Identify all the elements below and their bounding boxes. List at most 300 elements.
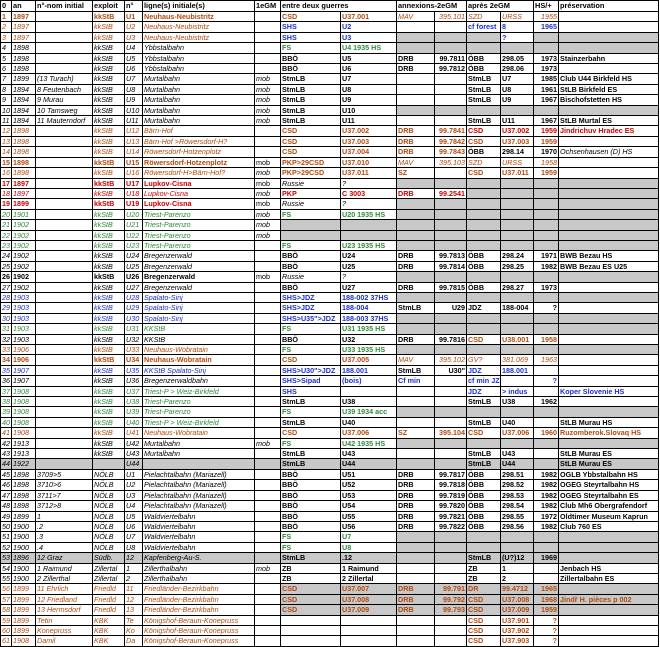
cell-interwar-owner: StmLB <box>281 95 341 105</box>
cell-postwar-owner <box>467 438 501 448</box>
cell-year: 1901 <box>12 209 36 219</box>
header-annexations: annexions-2eGM <box>397 1 467 12</box>
cell-year: 1907 <box>12 376 36 386</box>
cell-interwar-number: U37.010 <box>341 157 397 167</box>
cell-year: 1897 <box>12 188 36 198</box>
cell-annexation-number <box>435 386 467 396</box>
table-row <box>1 407 659 417</box>
cell-annexation-number: 99.7822 <box>435 521 467 531</box>
cell-operator: kkStB <box>93 116 125 126</box>
cell-initial-name <box>36 220 93 230</box>
cell-postwar-number <box>501 407 534 417</box>
cell-year: 1898 <box>12 126 36 136</box>
cell-postwar-number: U37.903 <box>501 636 534 646</box>
cell-hs-year <box>534 209 559 219</box>
cell-annexation-number: 99.7820 <box>435 501 467 511</box>
cell-operator: Friedld <box>93 605 125 615</box>
cell-annexation-number <box>435 74 467 84</box>
cell-interwar-number: U42 1935 HS <box>341 438 397 448</box>
cell-loco-number: 2 <box>125 573 143 583</box>
cell-initial-line: Lupkov-Cisna <box>143 178 255 188</box>
cell-hs-year: 1959 <box>534 136 559 146</box>
cell-row-index: 30 <box>2 313 10 323</box>
cell-operator: kkStB <box>93 157 125 167</box>
cell-annexation-number: 99.7816 <box>435 334 467 344</box>
cell-operator: kkStB <box>93 84 125 94</box>
cell-postwar-number: U37.009 <box>501 605 534 615</box>
cell-ww1-status <box>255 615 281 625</box>
cell-postwar-owner: CSD <box>467 428 501 438</box>
cell-annexation-owner <box>397 95 435 105</box>
cell-interwar-number <box>341 625 397 635</box>
cell-initial-line: Königshof-Beraun-Konepruss <box>143 615 255 625</box>
cell-operator: kkStB <box>93 261 125 271</box>
cell-preservation <box>559 168 659 178</box>
cell-ww1-status: mob <box>255 438 281 448</box>
table-row <box>1 469 659 479</box>
cell-loco-number: 1 <box>125 563 143 573</box>
cell-operator: NÖLB <box>93 532 125 542</box>
cell-interwar-number: U37.007 <box>341 584 397 594</box>
cell-loco-number: U43 <box>125 449 143 459</box>
cell-postwar-number: U37.011 <box>501 168 534 178</box>
cell-hs-year: 1958 <box>534 334 559 344</box>
cell-annexation-owner <box>397 43 435 53</box>
cell-initial-name <box>36 12 93 22</box>
cell-loco-number: U44 <box>125 459 143 469</box>
cell-interwar-number: U54 <box>341 501 397 511</box>
cell-ww1-status <box>255 22 281 32</box>
cell-interwar-number: 1 Raimund <box>341 563 397 573</box>
cell-postwar-owner <box>467 292 501 302</box>
cell-hs-year: 1967 <box>534 95 559 105</box>
cell-row-index: 14 <box>2 147 10 157</box>
cell-ww1-status: mob <box>255 74 281 84</box>
cell-postwar-owner: ÖBB <box>467 261 501 271</box>
cell-row-index: 61 <box>2 636 10 646</box>
cell-hs-year <box>534 459 559 469</box>
cell-interwar-number: U8 <box>341 542 397 552</box>
cell-interwar-number: U24 <box>341 251 397 261</box>
cell-postwar-owner: CSD <box>467 126 501 136</box>
cell-preservation <box>559 178 659 188</box>
cell-row-index: 34 <box>2 355 10 365</box>
cell-preservation <box>559 12 659 22</box>
cell-hs-year <box>534 449 559 459</box>
cell-initial-name <box>36 199 93 209</box>
cell-row-index: 39 <box>2 407 10 417</box>
cell-interwar-number: U39 1934 acc <box>341 407 397 417</box>
cell-preservation <box>559 157 659 167</box>
cell-operator: kkStB <box>93 417 125 427</box>
cell-postwar-number <box>501 43 534 53</box>
cell-annexation-owner: DRB <box>397 490 435 500</box>
cell-operator: kkStB <box>93 230 125 240</box>
cell-postwar-number: 188-004 <box>501 303 534 313</box>
cell-annexation-number <box>435 345 467 355</box>
cell-annexation-owner <box>397 240 435 250</box>
cell-ww1-status <box>255 469 281 479</box>
cell-hs-year: 1982 <box>534 521 559 531</box>
cell-preservation: Jindrichuv Hradec ES <box>559 126 659 136</box>
cell-row-index: 20 <box>2 209 10 219</box>
cell-initial-name <box>36 209 93 219</box>
cell-postwar-number: 298.25 <box>501 261 534 271</box>
cell-operator: kkStB <box>93 220 125 230</box>
cell-preservation: StLB Murau ES <box>559 459 659 469</box>
cell-year: 1896 <box>12 553 36 563</box>
cell-row-index: 58 <box>2 605 10 615</box>
cell-operator: kkStB <box>93 126 125 136</box>
cell-postwar-number: 99.4712 <box>501 584 534 594</box>
cell-initial-name: 12 Graz <box>36 553 93 563</box>
cell-postwar-number <box>501 220 534 230</box>
cell-hs-year <box>534 230 559 240</box>
cell-hs-year: 1961 <box>534 84 559 94</box>
cell-operator: kkStB <box>93 303 125 313</box>
cell-annexation-owner <box>397 220 435 230</box>
cell-preservation: Ochsenhausen (D) HS <box>559 147 659 157</box>
cell-year: 1908 <box>12 397 36 407</box>
cell-postwar-number <box>501 199 534 209</box>
cell-postwar-owner: CSD <box>467 615 501 625</box>
cell-postwar-number <box>501 313 534 323</box>
cell-postwar-owner: CSD <box>467 136 501 146</box>
cell-ww1-status <box>255 553 281 563</box>
table-row <box>1 126 659 136</box>
cell-hs-year: 1955 <box>534 12 559 22</box>
cell-hs-year: 1970 <box>534 147 559 157</box>
header-initial-name: n°-nom initial <box>36 1 93 12</box>
cell-year: 1898 <box>12 501 36 511</box>
cell-initial-line: Triest-Parenzo <box>143 240 255 250</box>
cell-preservation <box>559 532 659 542</box>
cell-loco-number: U13 <box>125 136 143 146</box>
cell-preservation: Bischofstetten HS <box>559 95 659 105</box>
cell-postwar-owner: ZB <box>467 573 501 583</box>
table-row <box>1 292 659 302</box>
cell-interwar-owner: StmLB <box>281 105 341 115</box>
cell-interwar-owner: StmLB <box>281 84 341 94</box>
cell-interwar-number: U31 1935 HS <box>341 324 397 334</box>
cell-initial-line <box>143 459 255 469</box>
cell-annexation-owner: DRB <box>397 126 435 136</box>
cell-interwar-owner: SHS>U30">JDZ <box>281 365 341 375</box>
cell-ww1-status <box>255 365 281 375</box>
table-row <box>1 136 659 146</box>
cell-row-index: 24 <box>2 251 10 261</box>
cell-interwar-number: ? <box>341 199 397 209</box>
cell-operator: kkStB <box>93 334 125 344</box>
cell-operator: kkStB <box>93 376 125 386</box>
cell-row-index: 41 <box>2 428 10 438</box>
cell-year: 1908 <box>12 386 36 396</box>
cell-annexation-number: 99.7817 <box>435 469 467 479</box>
cell-postwar-number: U38 <box>501 397 534 407</box>
cell-initial-name <box>36 230 93 240</box>
cell-initial-name <box>36 22 93 32</box>
cell-interwar-number: 188.001 <box>341 365 397 375</box>
cell-row-index: 23 <box>2 240 10 250</box>
cell-interwar-number: U44 <box>341 459 397 469</box>
cell-row-index: 45 <box>2 469 10 479</box>
cell-ww1-status <box>255 386 281 396</box>
cell-row-index: 5 <box>1 53 12 63</box>
cell-annexation-number <box>435 563 467 573</box>
cell-annexation-number <box>435 636 467 646</box>
cell-initial-line: Zillerthalbahn <box>143 563 255 573</box>
cell-year: 1894 <box>12 95 36 105</box>
header-row <box>1 1 659 12</box>
cell-postwar-owner: ÖBB <box>467 147 501 157</box>
cell-ww1-status <box>255 480 281 490</box>
cell-row-index: 32 <box>2 334 10 344</box>
cell-loco-number: U42 <box>125 438 143 448</box>
cell-postwar-owner <box>467 542 501 552</box>
table-row <box>1 345 659 355</box>
cell-loco-number: Ko <box>125 625 143 635</box>
cell-annexation-number <box>435 116 467 126</box>
cell-postwar-owner <box>467 32 501 42</box>
cell-preservation <box>559 584 659 594</box>
cell-initial-name: Tetin <box>36 615 93 625</box>
cell-loco-number: U3 <box>125 32 143 42</box>
cell-loco-number: 12 <box>125 553 143 563</box>
cell-initial-line: Röwersdorf-H>Bärn-Hof? <box>143 168 255 178</box>
cell-ww1-status <box>255 303 281 313</box>
cell-operator: kkStB <box>93 428 125 438</box>
cell-operator: kkStB <box>93 64 125 74</box>
cell-postwar-owner: JDZ <box>467 365 501 375</box>
cell-loco-number: U4 <box>125 501 143 511</box>
cell-year: 1902 <box>12 282 36 292</box>
cell-annexation-number <box>435 240 467 250</box>
cell-loco-number: U38 <box>125 397 143 407</box>
cell-ww1-status <box>255 292 281 302</box>
cell-interwar-number: U37.001 <box>341 12 397 22</box>
cell-initial-line: Königshof-Beraun-Konepruss <box>143 636 255 646</box>
cell-initial-name <box>36 324 93 334</box>
cell-operator: kkStB <box>93 365 125 375</box>
cell-annexation-owner <box>397 324 435 334</box>
cell-operator: kkStB <box>93 438 125 448</box>
cell-hs-year: 1959 <box>534 168 559 178</box>
cell-initial-name <box>36 157 93 167</box>
cell-postwar-number: U44 <box>501 459 534 469</box>
cell-initial-name: 8 Feutenbach <box>36 84 93 94</box>
cell-interwar-number: U56 <box>341 521 397 531</box>
cell-annexation-owner: DRB <box>397 605 435 615</box>
table-row <box>1 542 659 552</box>
cell-postwar-owner <box>467 178 501 188</box>
cell-annexation-owner <box>397 417 435 427</box>
cell-hs-year <box>534 272 559 282</box>
cell-ww1-status: mob <box>255 105 281 115</box>
cell-ww1-status: mob <box>255 168 281 178</box>
cell-initial-line: Bregenzerwald <box>143 261 255 271</box>
cell-interwar-owner: SHS <box>281 386 341 396</box>
cell-initial-name <box>36 251 93 261</box>
cell-hs-year <box>534 542 559 552</box>
cell-loco-number: U29 <box>125 303 143 313</box>
cell-row-index: 6 <box>1 64 12 74</box>
cell-ww1-status <box>255 417 281 427</box>
cell-ww1-status <box>255 532 281 542</box>
cell-postwar-owner: ÖBB <box>467 64 501 74</box>
cell-annexation-owner: DRB <box>397 282 435 292</box>
cell-postwar-number: U37.901 <box>501 615 534 625</box>
cell-interwar-owner: FS <box>281 209 341 219</box>
table-row <box>1 625 659 635</box>
cell-initial-name: 3709>5 <box>36 469 93 479</box>
cell-loco-number: U37 <box>125 386 143 396</box>
cell-hs-year: 1962 <box>534 397 559 407</box>
cell-year: 1899 <box>12 615 36 625</box>
cell-ww1-status <box>255 43 281 53</box>
cell-ww1-status <box>255 126 281 136</box>
cell-operator: kkStB <box>93 12 125 22</box>
cell-ww1-status <box>255 32 281 42</box>
cell-operator: kkStB <box>93 386 125 396</box>
cell-ww1-status <box>255 449 281 459</box>
cell-ww1-status: mob <box>255 199 281 209</box>
cell-interwar-number <box>341 230 397 240</box>
cell-year: 1902 <box>12 261 36 271</box>
cell-ww1-status <box>255 490 281 500</box>
cell-postwar-owner <box>467 43 501 53</box>
cell-year: 1899 <box>12 625 36 635</box>
cell-interwar-owner: CSD <box>281 126 341 136</box>
cell-loco-number: U19 <box>125 199 143 209</box>
cell-annexation-number <box>435 553 467 563</box>
cell-preservation: Stainzerbahn <box>559 53 659 63</box>
cell-year: 1898 <box>12 136 36 146</box>
cell-loco-number: U40 <box>125 417 143 427</box>
cell-hs-year <box>534 240 559 250</box>
cell-row-index: 15 <box>2 157 10 167</box>
cell-annexation-owner: DRB <box>397 501 435 511</box>
cell-operator: kkStB <box>93 209 125 219</box>
cell-ww1-status: mob <box>255 563 281 573</box>
cell-row-index: 11 <box>1 116 12 126</box>
cell-postwar-owner: StmLB <box>467 459 501 469</box>
cell-interwar-number: U2 <box>341 22 397 32</box>
cell-ww1-status <box>255 428 281 438</box>
table-row <box>1 220 659 230</box>
cell-year: 1900 <box>12 573 36 583</box>
cell-postwar-owner <box>467 230 501 240</box>
cell-annexation-owner <box>397 573 435 583</box>
cell-preservation <box>559 615 659 625</box>
cell-initial-line: Murtalbahn <box>143 116 255 126</box>
cell-row-index: 2 <box>1 22 12 32</box>
cell-year: 1894 <box>12 84 36 94</box>
table-row <box>1 501 659 511</box>
cell-loco-number: U6 <box>125 64 143 74</box>
cell-interwar-owner: BBÖ <box>281 53 341 63</box>
cell-postwar-number: URSS <box>501 157 534 167</box>
cell-postwar-number: 298.55 <box>501 511 534 521</box>
cell-interwar-number: U7 <box>341 532 397 542</box>
cell-postwar-number <box>501 188 534 198</box>
cell-loco-number: U33 <box>125 345 143 355</box>
cell-interwar-number: U5 <box>341 53 397 63</box>
cell-interwar-number: U8 <box>341 84 397 94</box>
cell-postwar-owner: ÖBB <box>467 521 501 531</box>
table-row <box>1 303 659 313</box>
cell-annexation-number <box>435 407 467 417</box>
cell-row-index: 38 <box>2 397 10 407</box>
cell-ww1-status: mob <box>255 116 281 126</box>
cell-operator: NÖLB <box>93 469 125 479</box>
cell-ww1-status <box>255 261 281 271</box>
cell-initial-line: Triest-P > Weiz-Birkfeld <box>143 386 255 396</box>
table-row <box>1 157 659 167</box>
cell-ww1-status <box>255 625 281 635</box>
cell-interwar-number: U10 <box>341 105 397 115</box>
table-row <box>1 324 659 334</box>
cell-operator: kkStB <box>93 355 125 365</box>
cell-preservation <box>559 136 659 146</box>
cell-annexation-owner: DRB <box>397 334 435 344</box>
cell-hs-year: 1985 <box>534 74 559 84</box>
cell-annexation-owner: DRB <box>397 53 435 63</box>
cell-ww1-status <box>255 459 281 469</box>
cell-initial-line: Triest-Parenzo <box>143 230 255 240</box>
cell-postwar-number <box>501 324 534 334</box>
cell-annexation-owner: MAV <box>397 355 435 365</box>
cell-initial-name: Damil <box>36 636 93 646</box>
cell-annexation-owner <box>397 209 435 219</box>
cell-row-index: 21 <box>2 220 10 230</box>
cell-operator: Südb. <box>93 553 125 563</box>
table-body <box>1 12 659 647</box>
table-row <box>1 95 659 105</box>
cell-preservation <box>559 345 659 355</box>
cell-postwar-owner: StmLB <box>467 449 501 459</box>
cell-ww1-status <box>255 636 281 646</box>
cell-initial-name <box>36 397 93 407</box>
cell-postwar-owner: StmLB <box>467 417 501 427</box>
cell-operator: kkStB <box>93 53 125 63</box>
cell-postwar-number: 298.51 <box>501 469 534 479</box>
cell-preservation <box>559 355 659 365</box>
cell-annexation-number: 395.103 <box>435 157 467 167</box>
cell-row-index: 22 <box>2 230 10 240</box>
cell-initial-name: Konepruss <box>36 625 93 635</box>
cell-postwar-owner: CSD <box>467 334 501 344</box>
cell-annexation-owner: DRB <box>397 584 435 594</box>
cell-operator: kkStB <box>93 324 125 334</box>
cell-initial-name <box>36 386 93 396</box>
cell-initial-line: Bärn-Hof >Röwersdorf-H? <box>143 136 255 146</box>
cell-annexation-number: 99.7841 <box>435 126 467 136</box>
cell-interwar-owner: Russie <box>281 178 341 188</box>
cell-row-index: 29 <box>2 303 10 313</box>
cell-year: 1900 <box>12 532 36 542</box>
cell-postwar-owner: cf forest <box>467 22 501 32</box>
cell-preservation <box>559 553 659 563</box>
cell-interwar-number: U23 1935 HS <box>341 240 397 250</box>
cell-postwar-number <box>501 272 534 282</box>
cell-interwar-owner: StmLB <box>281 74 341 84</box>
cell-hs-year: 1972 <box>534 511 559 521</box>
table-row <box>1 105 659 115</box>
cell-hs-year: 1973 <box>534 282 559 292</box>
cell-operator: Friedld <box>93 584 125 594</box>
cell-annexation-number <box>435 417 467 427</box>
cell-ww1-status <box>255 376 281 386</box>
